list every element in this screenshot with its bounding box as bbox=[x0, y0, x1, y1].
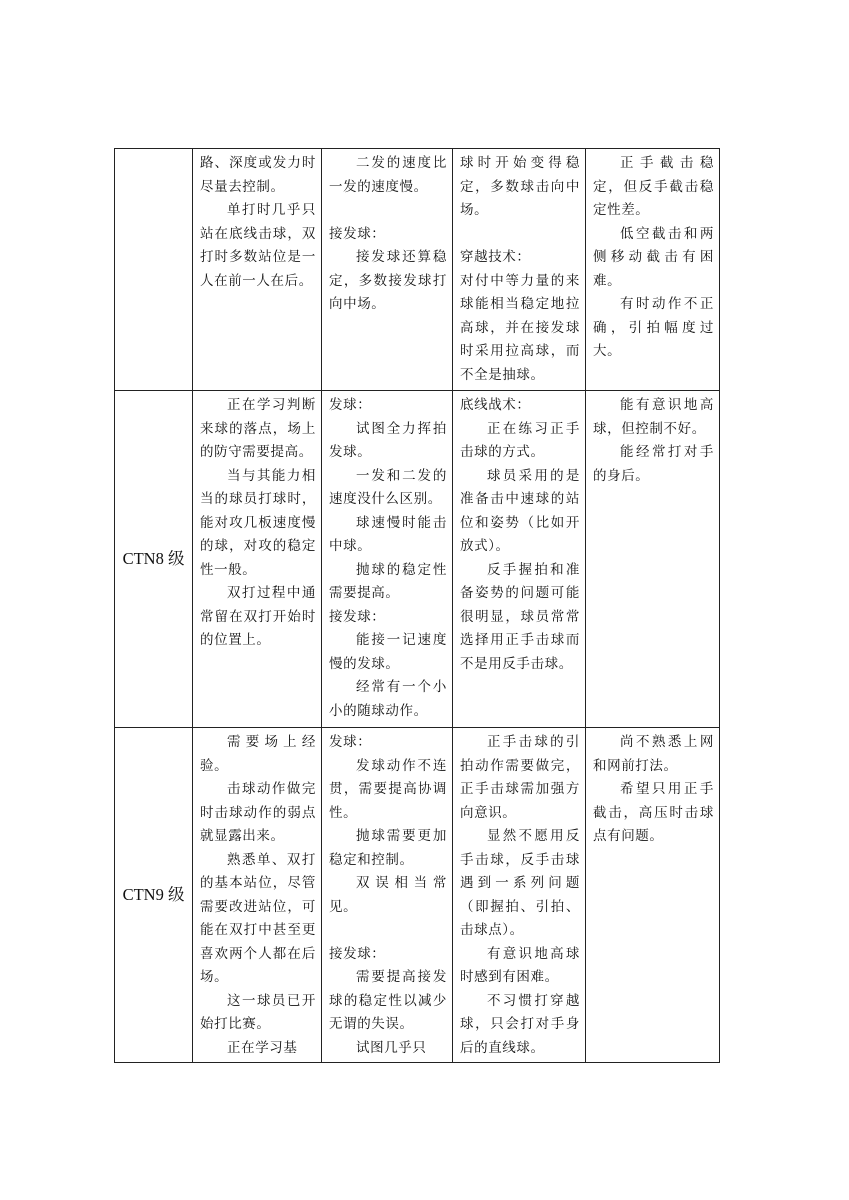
cell-paragraph: 击球动作做完时击球动作的弱点就显露出来。 bbox=[200, 781, 316, 844]
cell-paragraph: 希望只用正手截击，高压时击球点有问题。 bbox=[593, 781, 714, 844]
cell-paragraph: 接发球还算稳定，多数接发球打向中场。 bbox=[329, 249, 447, 312]
cell-paragraph: 底线战术： bbox=[460, 397, 531, 413]
cell-paragraph: 不习惯打穿越球，只会打对手身后的直线球。 bbox=[460, 992, 580, 1056]
cell-paragraph: 接发球： bbox=[329, 225, 386, 242]
table-row bbox=[115, 149, 720, 391]
skill-level-table bbox=[114, 148, 720, 1063]
content-cell bbox=[193, 149, 322, 391]
level-cell: CTN9 级 bbox=[115, 728, 193, 1063]
cell-paragraph: 球速慢时能击中球。 bbox=[329, 514, 447, 554]
cell-paragraph: 正手击球的引拍动作需要做完，正手击球需加强方向意识。 bbox=[460, 734, 580, 821]
cell-paragraph: 发球： bbox=[329, 397, 372, 413]
cell-paragraph: 显然不愿用反手击球，反手击球遇到一系列问题（即握拍、引拍、击球点）。 bbox=[460, 828, 580, 938]
content-cell bbox=[193, 728, 322, 1063]
cell-paragraph: 正在学习判断来球的落点，场上的防守需要提高。 bbox=[200, 397, 316, 460]
cell-paragraph: 抛球需要更加稳定和控制。 bbox=[329, 828, 447, 868]
content-cell bbox=[322, 728, 453, 1063]
cell-paragraph: 单打时几乎只站在底线击球，双打时多数站位是一人在前一人在后。 bbox=[200, 202, 316, 289]
cell-paragraph: 球员采用的是准备击中速球的站位和姿势（比如开放式）。 bbox=[460, 467, 580, 554]
table-row bbox=[115, 391, 720, 728]
cell-paragraph: 需要场上经验。 bbox=[200, 734, 316, 774]
cell-paragraph: 一发和二发的速度没什么区别。 bbox=[329, 467, 447, 507]
cell-paragraph: 球时开始变得稳定，多数球击向中场。 bbox=[460, 155, 580, 218]
cell-paragraph: 接发球： bbox=[329, 945, 386, 962]
cell-paragraph: 发球动作不连贯，需要提高协调性。 bbox=[329, 757, 447, 821]
content-cell bbox=[453, 391, 586, 728]
cell-paragraph: 路、深度或发力时尽量去控制。 bbox=[200, 155, 316, 195]
cell-paragraph: 双误相当常见。 bbox=[329, 875, 447, 915]
content-cell bbox=[193, 391, 322, 728]
cell-paragraph: 有时动作不正确，引拍幅度过大。 bbox=[593, 296, 714, 359]
table-row bbox=[115, 728, 720, 1063]
cell-paragraph: 正手截击稳定，但反手截击稳定性差。 bbox=[593, 155, 714, 218]
cell-paragraph: 能接一记速度慢的发球。 bbox=[329, 632, 447, 672]
content-cell bbox=[453, 149, 586, 391]
table-body bbox=[115, 149, 720, 1063]
content-cell bbox=[586, 728, 720, 1063]
level-cell bbox=[115, 149, 193, 391]
cell-paragraph: 接发球： bbox=[329, 608, 386, 625]
cell-paragraph: 低空截击和两侧移动截击有困难。 bbox=[593, 225, 714, 289]
content-cell bbox=[322, 149, 453, 391]
cell-paragraph: 需要提高接发球的稳定性以减少无谓的失误。 bbox=[329, 969, 447, 1032]
content-cell bbox=[453, 728, 586, 1063]
cell-paragraph: 二发的速度比一发的速度慢。 bbox=[329, 155, 447, 195]
cell-paragraph: 试图几乎只 bbox=[356, 1039, 427, 1056]
cell-paragraph: 能经常打对手的身后。 bbox=[593, 444, 714, 484]
cell-paragraph: 这一球员已开始打比赛。 bbox=[200, 992, 316, 1032]
cell-paragraph: 穿越技术： bbox=[460, 249, 531, 265]
cell-paragraph: 试图全力挥拍发球。 bbox=[329, 420, 447, 460]
cell-paragraph: 有意识地高球时感到有困难。 bbox=[460, 945, 580, 985]
cell-paragraph: 经常有一个小小的随球动作。 bbox=[329, 679, 447, 719]
content-cell bbox=[586, 391, 720, 728]
cell-paragraph: 当与其能力相当的球员打球时，能对攻几板速度慢的球，对攻的稳定性一般。 bbox=[200, 467, 316, 578]
content-cell bbox=[586, 149, 720, 391]
cell-paragraph: 抛球的稳定性需要提高。 bbox=[329, 561, 447, 601]
cell-paragraph: 双打过程中通常留在双打开始时的位置上。 bbox=[200, 585, 316, 648]
cell-paragraph: 正在学习基 bbox=[227, 1039, 298, 1056]
cell-paragraph: 正在练习正手击球的方式。 bbox=[460, 420, 580, 460]
cell-paragraph: 反手握拍和准备姿势的问题可能很明显，球员常常选择用正手击球而不是用反手击球。 bbox=[460, 561, 580, 672]
cell-paragraph: 熟悉单、双打的基本站位，尽管需要改进站位，可能在双打中甚至更喜欢两个人都在后场。 bbox=[200, 851, 316, 985]
content-cell bbox=[322, 391, 453, 728]
cell-paragraph: 发球： bbox=[329, 734, 372, 750]
level-cell: CTN8 级 bbox=[115, 391, 193, 728]
cell-paragraph: 尚不熟悉上网和网前打法。 bbox=[593, 734, 714, 774]
cell-paragraph: 能有意识地高球，但控制不好。 bbox=[593, 397, 714, 437]
cell-paragraph: 对付中等力量的来球能相当稳定地拉高球，并在接发球时采用拉高球，而不全是抽球。 bbox=[460, 272, 580, 383]
